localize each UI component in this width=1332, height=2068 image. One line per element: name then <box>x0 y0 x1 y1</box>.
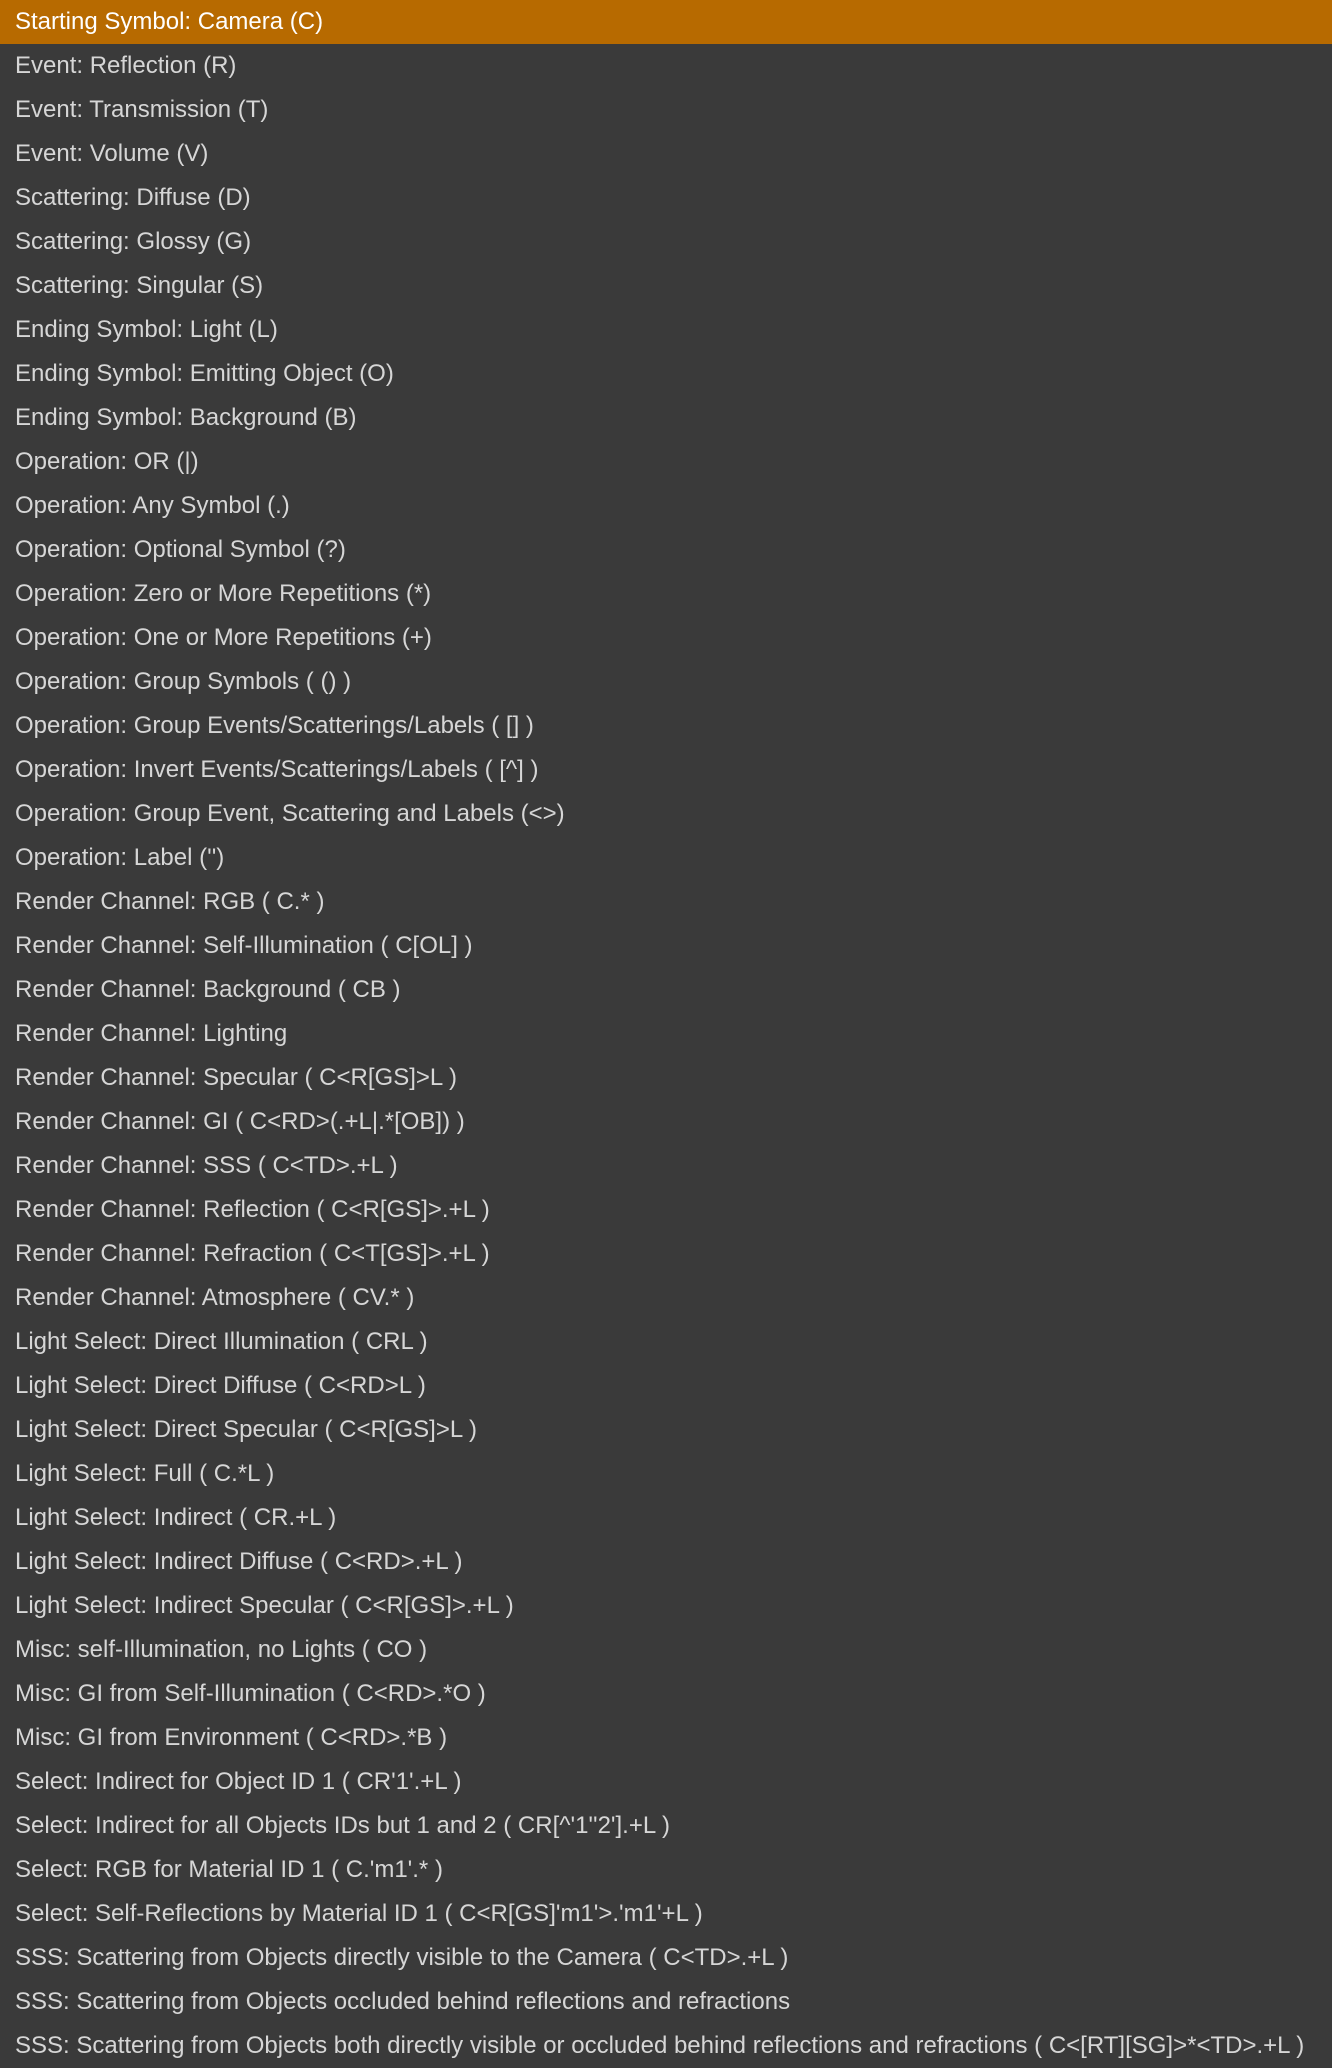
menu-item[interactable]: Light Select: Full ( C.*L ) <box>15 1460 275 1487</box>
menu-item[interactable]: Select: Indirect for all Objects IDs but 1 and 2 ( CR[^'1''2'].+L ) <box>15 1812 670 1839</box>
menu-item[interactable]: Render Channel: Self-Illumination ( C[OL] ) <box>15 932 473 959</box>
menu-item[interactable]: Misc: GI from Self-Illumination ( C<RD>.*O ) <box>15 1680 486 1707</box>
menu-item[interactable]: Event: Transmission (T) <box>15 96 269 123</box>
menu-item[interactable]: Operation: One or More Repetitions (+) <box>15 624 432 651</box>
menu-item[interactable]: Light Select: Direct Specular ( C<R[GS]>L ) <box>15 1416 477 1443</box>
menu-item[interactable]: Operation: Label ('') <box>15 844 225 871</box>
menu-item[interactable]: Event: Volume (V) <box>15 140 209 167</box>
menu-item[interactable]: SSS: Scattering from Objects occluded behind reflections and refractions <box>15 1988 791 2015</box>
menu-item[interactable]: Select: Self-Reflections by Material ID 1 ( C<R[GS]'m1'>.'m1'+L ) <box>15 1900 703 1927</box>
menu-item[interactable]: Render Channel: GI ( C<RD>(.+L|.*[OB]) ) <box>15 1108 465 1135</box>
menu-item[interactable]: Render Channel: Atmosphere ( CV.* ) <box>15 1284 415 1311</box>
menu-item[interactable]: Select: Indirect for Object ID 1 ( CR'1'.+L ) <box>15 1768 462 1795</box>
menu-item[interactable]: Light Select: Direct Illumination ( CRL ) <box>15 1328 428 1355</box>
menu-item[interactable]: Operation: Group Symbols ( () ) <box>15 668 352 695</box>
menu-item[interactable]: Ending Symbol: Light (L) <box>15 316 278 343</box>
menu-item[interactable]: Operation: Optional Symbol (?) <box>15 536 346 563</box>
menu-item[interactable]: Scattering: Singular (S) <box>15 272 264 299</box>
menu-item[interactable]: Render Channel: Lighting <box>15 1020 288 1047</box>
menu-item[interactable]: Operation: Group Event, Scattering and Labels (<>) <box>15 800 565 827</box>
menu-item[interactable]: Operation: Any Symbol (.) <box>15 492 290 519</box>
menu-item[interactable]: Operation: OR (|) <box>15 448 199 475</box>
menu-item[interactable]: Ending Symbol: Background (B) <box>15 404 357 431</box>
menu-item[interactable]: Light Select: Indirect Diffuse ( C<RD>.+L ) <box>15 1548 463 1575</box>
menu-item[interactable]: Render Channel: Specular ( C<R[GS]>L ) <box>15 1064 457 1091</box>
menu-item[interactable]: Light Select: Indirect ( CR.+L ) <box>15 1504 337 1531</box>
menu-item[interactable]: SSS: Scattering from Objects directly visible to the Camera ( C<TD>.+L ) <box>15 1944 789 1971</box>
menu-item[interactable]: SSS: Scattering from Objects both directly visible or occluded behind reflections and refractions ( C<[RT][SG]>*<TD>.+L ) <box>15 2032 1305 2059</box>
menu-item[interactable]: Light Select: Direct Diffuse ( C<RD>L ) <box>15 1372 426 1399</box>
menu-item[interactable]: Render Channel: Background ( CB ) <box>15 976 401 1003</box>
menu-item[interactable]: Render Channel: Reflection ( C<R[GS]>.+L ) <box>15 1196 490 1223</box>
menu-item[interactable]: Light Select: Indirect Specular ( C<R[GS]>.+L ) <box>15 1592 514 1619</box>
menu-item[interactable]: Render Channel: SSS ( C<TD>.+L ) <box>15 1152 398 1179</box>
menu-item[interactable]: Operation: Invert Events/Scatterings/Labels ( [^] ) <box>15 756 539 783</box>
menu-item[interactable]: Select: RGB for Material ID 1 ( C.'m1'.* ) <box>15 1856 443 1883</box>
menu-item[interactable]: Operation: Zero or More Repetitions (*) <box>15 580 432 607</box>
menu-item[interactable]: Operation: Group Events/Scatterings/Labels ( [] ) <box>15 712 534 739</box>
menu-item[interactable]: Misc: self-Illumination, no Lights ( CO ) <box>15 1636 428 1663</box>
menu-item[interactable]: Scattering: Diffuse (D) <box>15 184 251 211</box>
menu-item[interactable]: Starting Symbol: Camera (C) <box>0 0 1332 44</box>
menu-item[interactable]: Render Channel: Refraction ( C<T[GS]>.+L ) <box>15 1240 490 1267</box>
menu-item[interactable]: Render Channel: RGB ( C.* ) <box>15 888 325 915</box>
menu-item[interactable]: Scattering: Glossy (G) <box>15 228 252 255</box>
menu-item[interactable]: Ending Symbol: Emitting Object (O) <box>15 360 394 387</box>
menu-item[interactable]: Event: Reflection (R) <box>15 52 237 79</box>
menu-item[interactable]: Misc: GI from Environment ( C<RD>.*B ) <box>15 1724 448 1751</box>
